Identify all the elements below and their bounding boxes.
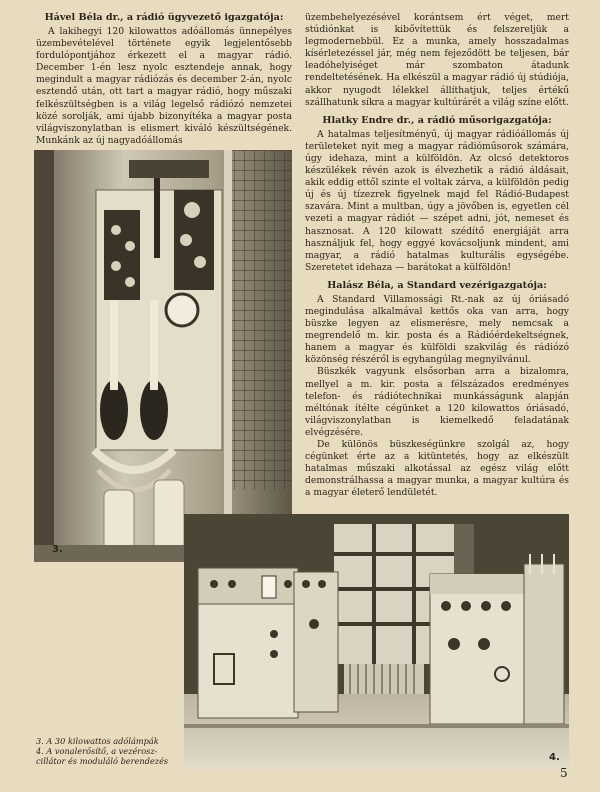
left-paragraph: A lakihegyi 120 kilowattos adóállomás ünnepélyes üzembevételével története egyik legjelentősebb fordulópontjához érkezett el a magyar rádió. December 1-én lesz nyolc esztendeje annak, hogy megindult a magyar rádiózás és december 2-án, nyolc esztendő után, ott tart a magyar rádió, hogy műszaki felkészültségben is a világ legelső rádiózó nemzetei közé sorolják, ami újabb bizonyítéka a magyar posta világviszonylatban is elismert kiváló készültségének. Munkánk az új nagyadóállomás	[36, 26, 292, 146]
right-intro: üzembehelyezésével korántsem ért véget, mert stúdiónkat is kibővítettük és felszereljük a legmodernebbül. Ez a munka, amely hosszadalmas kísérletezéssel jár, még nem fejeződött be teljesen, bár leadóhelyiséget már szombaton átadunk rendeltetésének. Ha elkészül a magyar rádió új stúdiója, akkor nyugodt lélekkel állíthatjuk, teljes értékű szállhatunk síkra a magyar kultúrárét a világ színe előtt.	[305, 12, 569, 108]
caption-line-3: cillátor és moduláló berendezés	[36, 756, 169, 766]
section-hlatky-paragraph: A hatalmas teljesítményű, új magyar rádióállomás új területeket nyit meg a magyar rádióműsorok számára, úgy idehaza, mint a külföldön. Az olcsó detektoros készülékek révén azok is élvezhetik a rádió áldásait, akik eddig ettől szinte el voltak zárva, a külföldön pedig új és új tízezrek figyelnek majd fel Rádió-Budapest szavára. Mint a multban, úgy a jövőben is, egyetlen cél vezeti a magyar rádiót — szépet adni, jót, nemeset és hasznosat. A 120 kilowatt szédítő energiáját arra használjuk fel, hogy eggyé kovácsoljunk mindent, ami magyar, a rádió hatalmas kulturális egységébe. Szeretetet idehaza — barátokat a külföldön!	[305, 128, 569, 273]
left-heading: Hável Béla dr., a rádió ügyvezető igazgatója:	[44, 12, 284, 23]
photo-transmitter-tubes-drawing	[34, 150, 292, 562]
page-number: 5	[560, 766, 568, 780]
right-column	[305, 12, 569, 499]
photo-3-number: 3.	[52, 544, 63, 555]
section-halasz	[305, 280, 569, 500]
caption-line-1: 3. A 30 kilowattos adólámpák	[36, 736, 159, 746]
section-halasz-paragraph-2: Büszkék vagyunk elsősorban arra a bizalomra, mellyel a m. kir. posta a félszázados eredményes telefon- és rádiótechnikai munkásságunk alapján méltónak ítélte cégünket a 120 kilowattos óriásadó, világviszonylatban is kiemelkedő feladatának elvégzésére.	[305, 366, 569, 438]
photo-caption	[36, 736, 176, 766]
section-halasz-paragraph-1: A Standard Villamossági Rt.-nak az új óriásadó megindulása alkalmával kettős oka van arra, hogy büszke legyen az elismerésre, mely nemcsak a megrendelő m. kir. posta és a Rádióérdekeltségnek, hanem a magyar és külföldi szakvilág és rádiózó közönség részéről is egyhangúlag megnyilvánul.	[305, 293, 569, 366]
photo-control-room-drawing	[184, 514, 569, 770]
caption-line-2: 4. A vonalerősítő, a vezérosz-	[36, 746, 158, 756]
section-halasz-paragraph-3: De különös büszkeségünkre szolgál az, hogy cégünket érte az a kitüntetés, hogy az elkészült hatalmas műszaki alkotással az egész világ előtt demonstrálhassa a magyar munka, a magyar kultúra és a magyar életerő lendületét.	[305, 439, 569, 499]
photo-4-number: 4.	[549, 752, 560, 763]
section-halasz-heading: Halász Béla, a Standard vezérigazgatója:	[327, 279, 547, 291]
section-hlatky	[305, 115, 569, 274]
section-hlatky-heading: Hlatky Endre dr., a rádió műsorigazgatója:	[322, 114, 552, 126]
photo-control-room	[184, 514, 569, 770]
left-column	[36, 12, 292, 147]
photo-transmitter-tubes	[34, 150, 292, 562]
